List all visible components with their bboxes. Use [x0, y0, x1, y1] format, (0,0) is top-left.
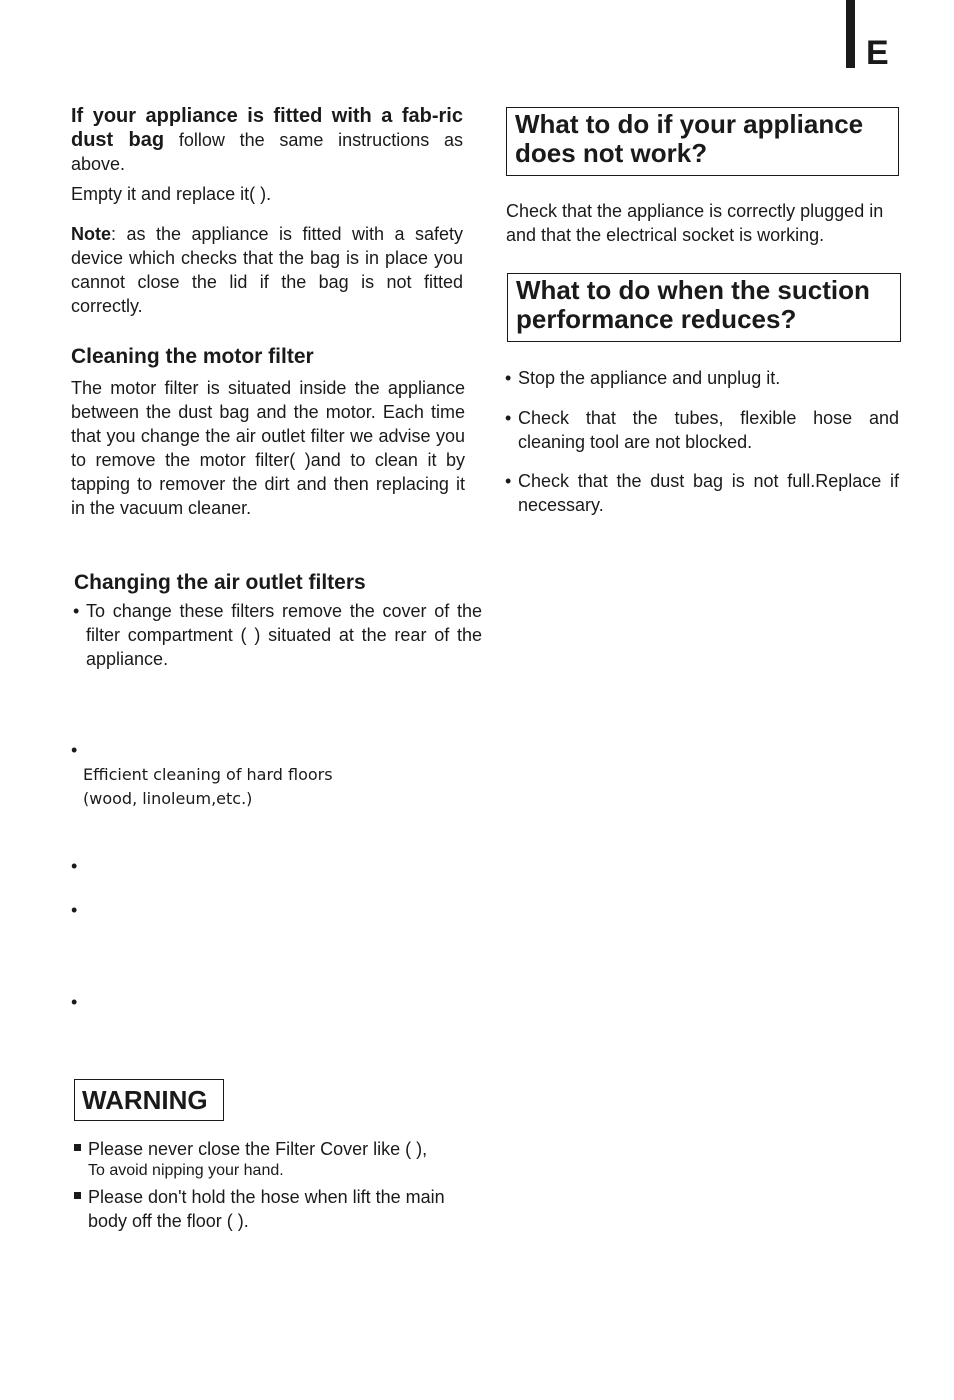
hard-floors-line2: (wood, linoleum,etc.) — [83, 789, 253, 808]
air-outlet-bullet-text: To change these filters remove the cover of the filter compartment ( ) situated at the rear of the appliance. — [86, 601, 482, 669]
fabric-bag-paragraph — [71, 104, 463, 176]
empty-bullet: • — [71, 856, 78, 876]
suction-bullet-3-text: Check that the dust bag is not full.Replace if necessary. — [518, 471, 899, 515]
warning-box: WARNING — [74, 1079, 224, 1121]
warning-item-2-text: Please don't hold the hose when lift the main body off the floor ( ). — [88, 1187, 445, 1231]
bullet-dot: • — [505, 368, 512, 388]
motor-filter-heading: Cleaning the motor filter — [71, 345, 314, 368]
square-bullet — [74, 1137, 88, 1181]
motor-filter-text: The motor filter is situated inside the appliance between the dust bag and the motor. Each time that you change the air outlet filter we advise you to remove the motor filter( )and to clean it by tapping to remover the dirt and then replacing it in the vacuum cleaner. — [71, 378, 465, 518]
empty-bullet: • — [71, 740, 78, 760]
language-letter: E — [866, 34, 889, 72]
note-paragraph — [71, 222, 463, 318]
empty-bullet: • — [71, 900, 78, 920]
suction-heading-box: What to do when the suction performance reduces? — [507, 273, 901, 342]
air-outlet-bullet — [73, 599, 482, 671]
suction-bullet-3 — [505, 469, 899, 517]
fabric-bag-rest: follow the same instructions as above. — [71, 130, 463, 174]
square-bullet — [74, 1185, 88, 1233]
suction-bullet-2 — [505, 406, 899, 454]
fabric-bag-line2: Empty it and replace it( ). — [71, 184, 272, 204]
note-label: Note — [71, 224, 111, 244]
bullet-dot: • — [73, 601, 80, 621]
language-tab-bar — [846, 0, 855, 68]
empty-bullet: • — [71, 992, 78, 1012]
note-text: : as the appliance is fitted with a safety device which checks that the bag is in place you cannot close the lid if the bag is not fitted correctly. — [71, 224, 463, 316]
suction-bullet-2-text: Check that the tubes, flexible hose and cleaning tool are not blocked. — [518, 408, 899, 452]
fabric-bag-intro: If your appliance is fitted with a fab-ric dust bag — [71, 105, 463, 151]
warning-item-2 — [74, 1185, 464, 1233]
hard-floors-line1: Efficient cleaning of hard floors — [83, 765, 333, 784]
bullet-dot: • — [505, 408, 512, 428]
air-outlet-heading: Changing the air outlet filters — [74, 571, 366, 594]
suction-bullet-1-text: Stop the appliance and unplug it. — [518, 368, 781, 388]
suction-bullet-1 — [505, 366, 899, 390]
bullet-dot: • — [505, 471, 512, 491]
not-work-heading-box: What to do if your appliance does not work? — [506, 107, 899, 176]
not-work-text: Check that the appliance is correctly plugged in and that the electrical socket is working. — [506, 201, 884, 245]
warning-item-1 — [74, 1137, 484, 1181]
warning-item-1-line2: To avoid nipping your hand. — [88, 1162, 284, 1179]
warning-item-1-line1: Please never close the Filter Cover like ( ), — [88, 1139, 428, 1159]
